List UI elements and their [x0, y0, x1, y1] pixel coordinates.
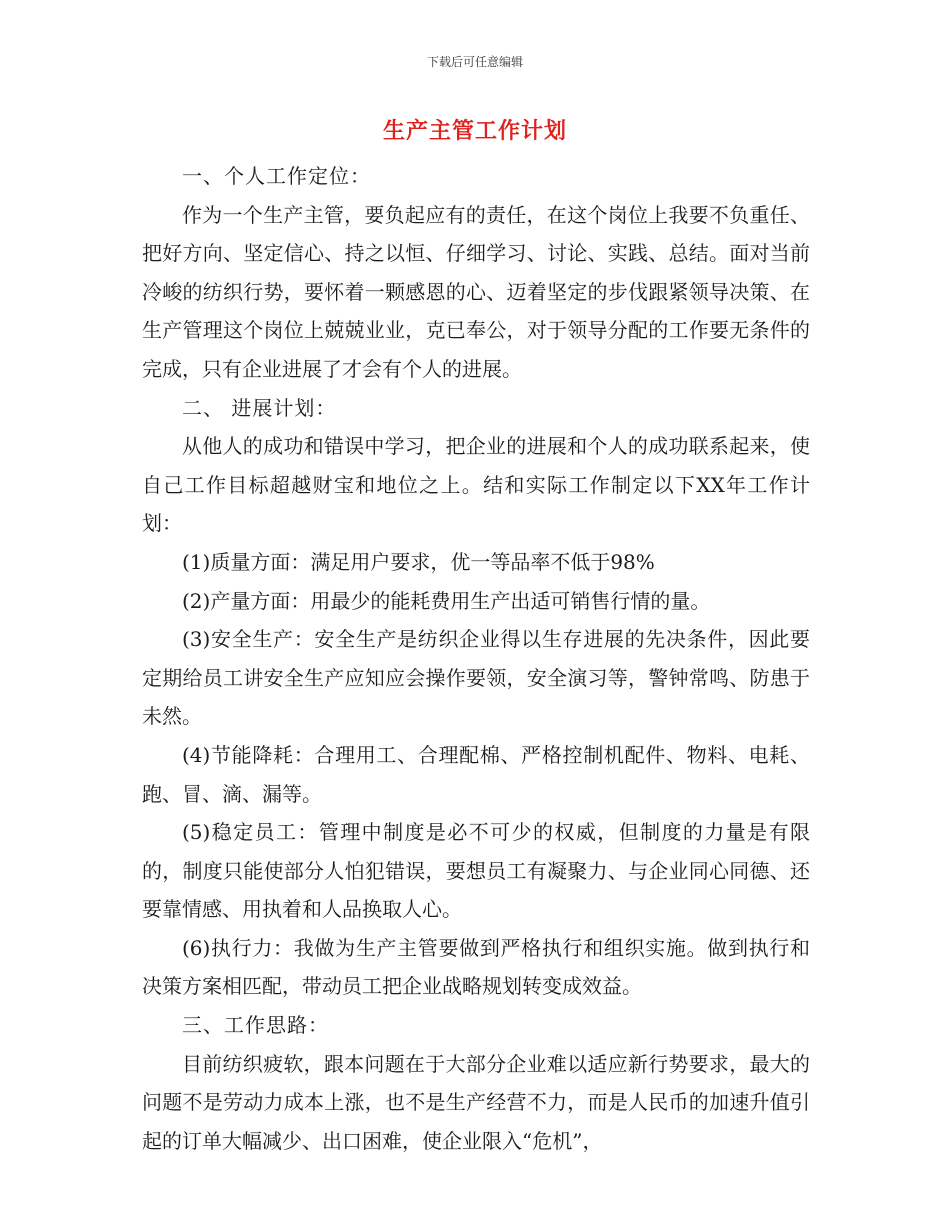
- document-title: 生产主管工作计划: [382, 119, 567, 144]
- plan-item-energy: (4)节能降耗：合理用工、合理配棉、严格控制机配件、物料、电耗、跑、冒、滴、漏等。: [142, 742, 810, 806]
- plan-item-output: (2)产量方面：用最少的能耗费用生产出适可销售行情的量。: [182, 588, 711, 613]
- section-heading-1: 一、个人工作定位：: [182, 164, 371, 188]
- section-heading-2: 二、 进展计划：: [182, 395, 337, 420]
- plan-item-quality: (1)质量方面：满足用户要求，优一等品率不低于98%: [182, 549, 655, 574]
- plan-item-execution: (6)执行力：我做为生产主管要做到严格执行和组织实施。做到执行和决策方案相匹配，带动员工把企业战略规划转变成效益。: [142, 935, 810, 999]
- document-body: [142, 157, 810, 1160]
- section-heading-3: 三、工作思路：: [182, 1013, 329, 1038]
- plan-item-staff: (5)稳定员工：管理中制度是必不可少的权威，但制度的力量是有限的，制度只能使部分人怕犯错误，要想员工有凝聚力、与企业同心同德、还要靠情感、用执着和人品换取人心。: [142, 820, 810, 922]
- paragraph-positioning: 作为一个生产主管，要负起应有的责任，在这个岗位上我要不负重任、把好方向、坚定信心、持之以恒、仔细学习、讨论、实践、总结。面对当前冷峻的纺织行势，要怀着一颗感恩的心、迈着坚定的步伐跟紧领导决策、在生产管理这个岗位上兢兢业业，克已奉公，对于领导分配的工作要无条件的完成，只有企业进展了才会有个人的进展。: [142, 202, 810, 381]
- header-note: 下载后可任意编辑: [426, 55, 523, 69]
- paragraph-work-ideas: 目前纺织疲软，跟本问题在于大部分企业难以适应新行势要求，最大的问题不是劳动力成本上涨，也不是生产经营不力，而是人民币的加速升值引起的订单大幅减少、出口困难，使企业限入“危机”，: [142, 1051, 810, 1153]
- paragraph-plan-intro: 从他人的成功和错误中学习，把企业的进展和个人的成功联系起来，使自己工作目标超越财宝和地位之上。结和实际工作制定以下XX年工作计划：: [142, 434, 810, 536]
- plan-item-safety: (3)安全生产：安全生产是纺织企业得以生存进展的先决条件，因此要定期给员工讲安全生产应知应会操作要领，安全演习等，警钟常鸣、防患于未然。: [142, 627, 810, 729]
